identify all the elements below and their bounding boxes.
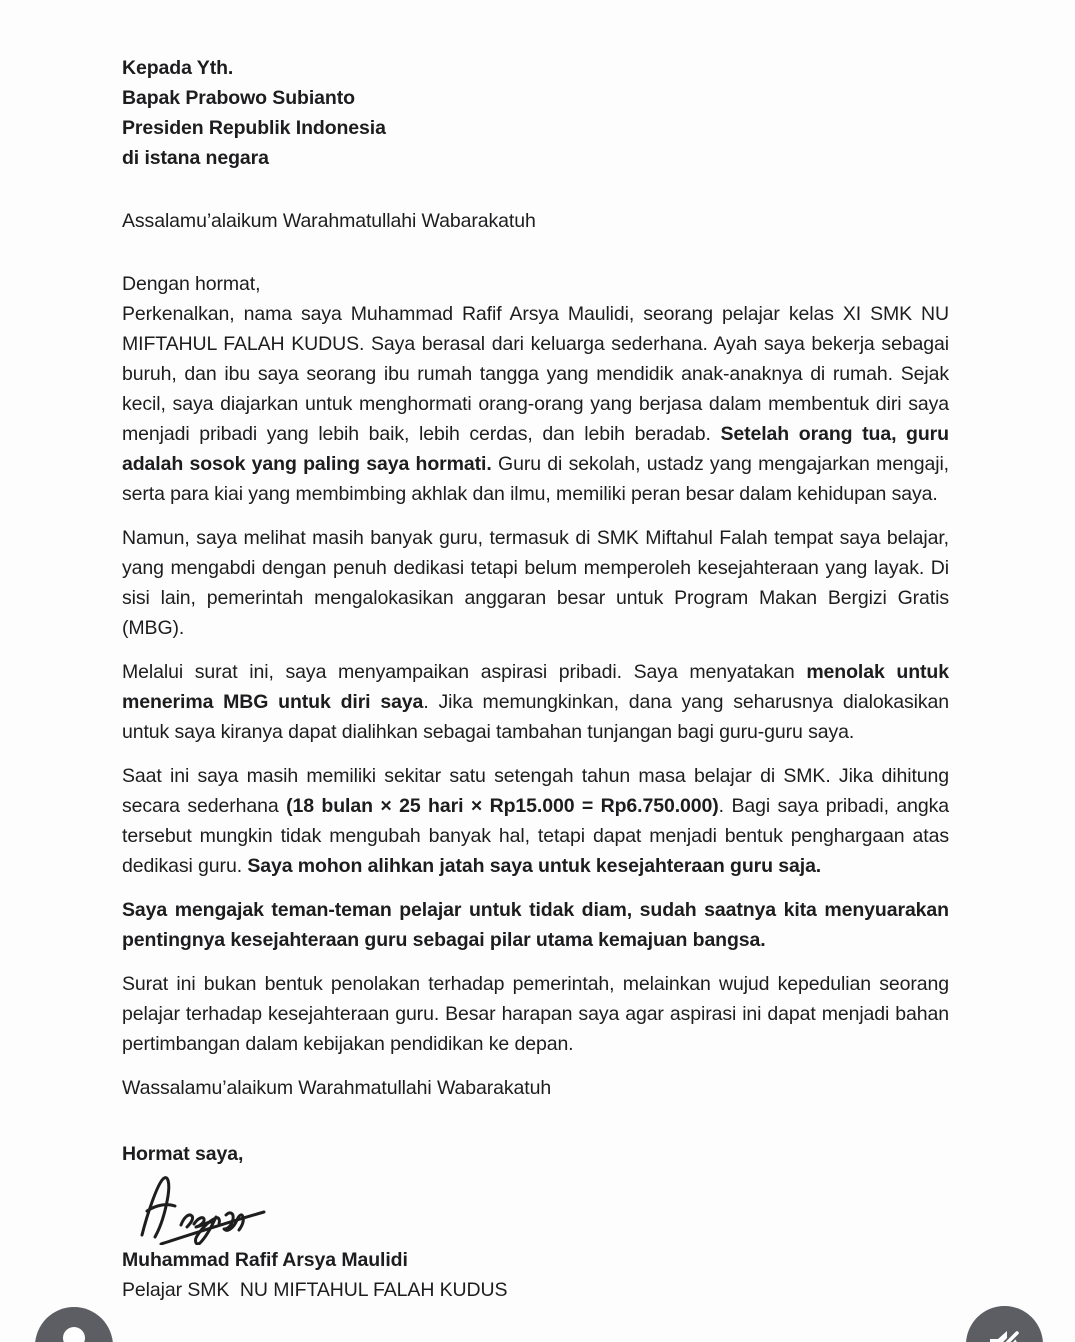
sender-role: Pelajar SMK NU MIFTAHUL FALAH KUDUS <box>122 1279 508 1301</box>
text-run-bold: menolak untuk menerima MBG untuk diri saya <box>122 661 949 713</box>
recipient-line: di istana negara <box>122 147 269 169</box>
text-run: Melalui surat ini, saya menyampaikan aspirasi pribadi. Saya menyatakan <box>122 661 807 683</box>
paragraph-aspiration <box>122 657 949 747</box>
paragraph-invitation <box>122 895 949 955</box>
recipient-line: Kepada Yth. <box>122 57 234 79</box>
recipient-block <box>122 53 949 173</box>
paragraph-introduction <box>122 299 949 509</box>
handwritten-signature <box>134 1173 949 1245</box>
text-run-bold: Saya mengajak teman-teman pelajar untuk tidak diam, sudah saatnya kita menyuarakan pentingnya kesejahteraan guru sebagai pilar utama kemajuan bangsa. <box>122 899 949 951</box>
text-run: Saat ini saya masih memiliki sekitar satu setengah tahun masa belajar di SMK. Jika dihitung secara sederhana <box>122 765 949 817</box>
text-run: Perkenalkan, nama saya Muhammad Rafif Arsya Maulidi, seorang pelajar kelas XI SMK NU MIFTAHUL FALAH KUDUS. Saya berasal dari keluarga sederhana. Ayah saya bekerja sebagai buruh, dan ibu saya seorang ibu rumah tangga yang mendidik anak-anaknya di rumah. Sejak kecil, saya diajarkan untuk menghormati orang-orang yang berjasa dalam membentuk diri saya menjadi pribadi yang lebih baik, lebih cerdas, dan lebih beradab. <box>122 303 949 445</box>
paragraph-calculation <box>122 761 949 881</box>
sender-name: Muhammad Rafif Arsya Maulidi <box>122 1249 408 1271</box>
recipient-line: Presiden Republik Indonesia <box>122 117 386 139</box>
salutation: Dengan hormat, <box>122 273 261 295</box>
text-run: . Bagi saya pribadi, angka tersebut mungkin tidak mengubah banyak hal, tetapi dapat menjadi bentuk penghargaan atas dedikasi guru. <box>122 795 949 877</box>
recipient-line: Bapak Prabowo Subianto <box>122 87 355 109</box>
person-icon <box>35 1307 113 1342</box>
text-run: . Jika memungkinkan, dana yang seharusnya dialokasikan untuk saya kiranya dapat dialihkan sebagai tambahan tunjangan bagi guru-guru saya. <box>122 691 949 743</box>
signoff: Hormat saya, <box>122 1143 244 1165</box>
avatar-button[interactable] <box>35 1307 113 1342</box>
text-run-bold: Setelah orang tua, guru adalah sosok yang paling saya hormati. <box>122 423 949 475</box>
text-run-bold: (18 bulan × 25 hari × Rp15.000 = Rp6.750.000) <box>286 795 719 817</box>
text-run-bold: Saya mohon alihkan jatah saya untuk kesejahteraan guru saja. <box>247 855 822 877</box>
text-run: Namun, saya melihat masih banyak guru, termasuk di SMK Miftahul Falah tempat saya belajar, yang mengabdi dengan penuh dedikasi tetapi belum memperoleh kesejahteraan yang layak. Di sisi lain, pemerintah mengalokasikan anggaran besar untuk Program Makan Bergizi Gratis (MBG). <box>122 527 949 639</box>
islamic-greeting: Assalamu’alaikum Warahmatullahi Wabarakatuh <box>122 210 536 232</box>
muted-speaker-icon <box>966 1306 1043 1342</box>
islamic-closing: Wassalamu’alaikum Warahmatullahi Wabarakatuh <box>122 1077 552 1099</box>
text-run: Guru di sekolah, ustadz yang mengajarkan mengaji, serta para kiai yang membimbing akhlak dan ilmu, memiliki peran besar dalam kehidupan saya. <box>122 453 949 505</box>
paragraph-teacher-welfare <box>122 523 949 643</box>
mute-button[interactable] <box>966 1306 1043 1342</box>
signature-scribble-icon <box>134 1173 286 1245</box>
paragraph-hope <box>122 969 949 1059</box>
text-run: Surat ini bukan bentuk penolakan terhadap pemerintah, melainkan wujud kepedulian seorang pelajar terhadap kesejahteraan guru. Besar harapan saya agar aspirasi ini dapat menjadi bahan pertimbangan dalam kebijakan pendidikan ke depan. <box>122 973 949 1055</box>
